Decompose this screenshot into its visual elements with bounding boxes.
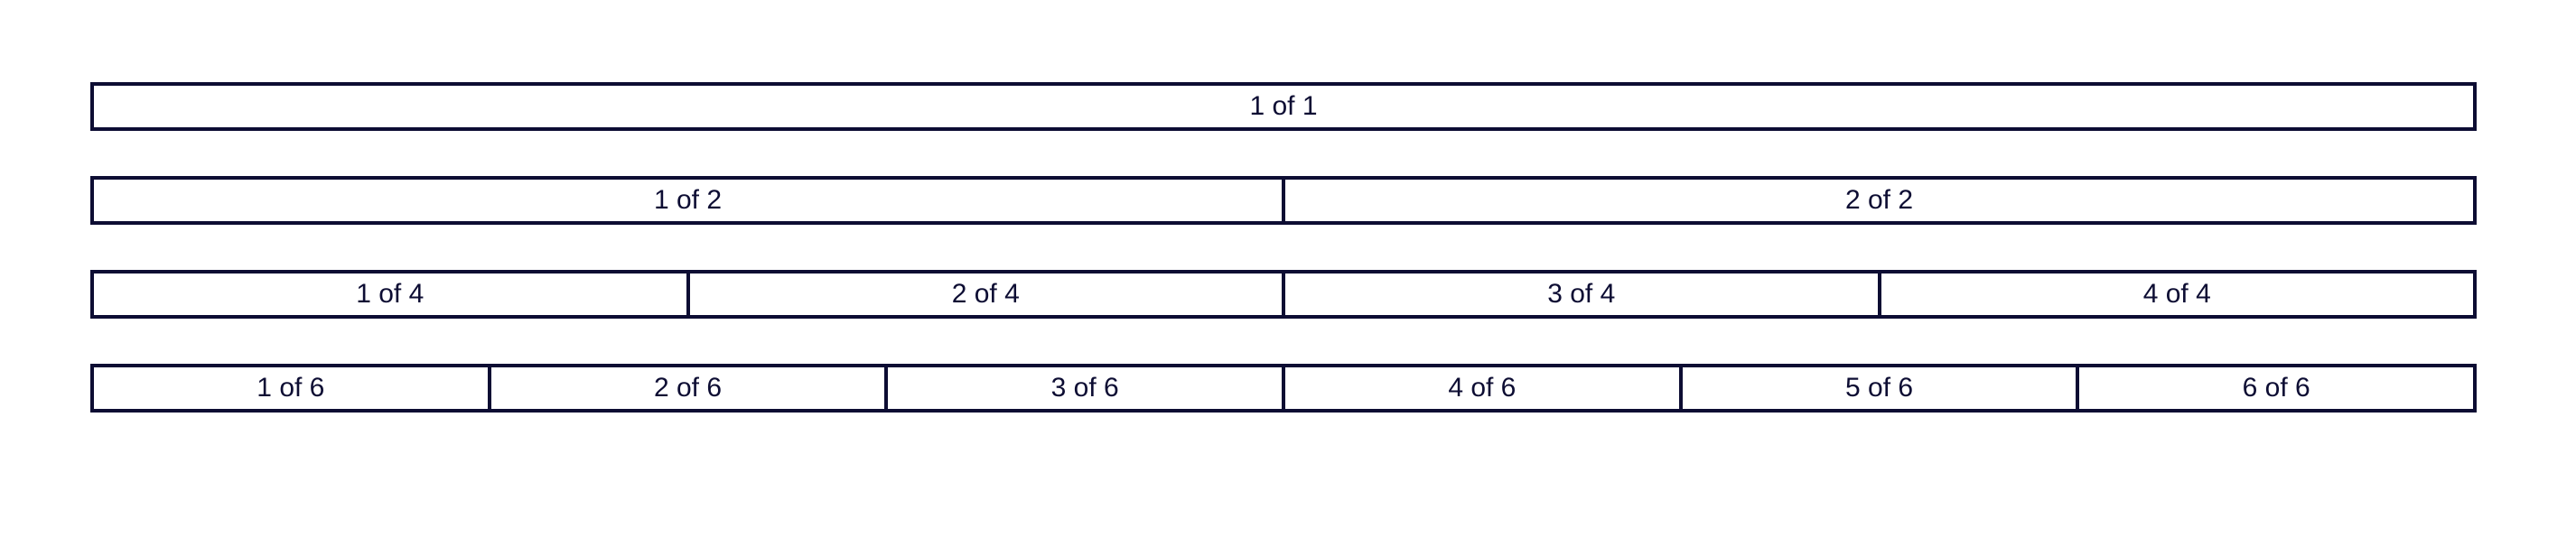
grid-demo	[90, 82, 2477, 413]
grid-cell: 5 of 6	[1679, 364, 2080, 413]
grid-cell: 4 of 6	[1282, 364, 1683, 413]
grid-cell: 6 of 6	[2076, 364, 2477, 413]
grid-cell: 1 of 4	[90, 270, 690, 319]
grid-cell: 2 of 4	[686, 270, 1286, 319]
grid-row-4-columns	[90, 270, 2477, 319]
grid-row-1-column	[90, 82, 2477, 131]
grid-cell: 2 of 2	[1282, 176, 2477, 225]
grid-row-6-columns	[90, 364, 2477, 413]
grid-cell: 1 of 1	[90, 82, 2477, 131]
grid-cell: 3 of 6	[884, 364, 1285, 413]
grid-cell: 4 of 4	[1878, 270, 2478, 319]
grid-cell: 3 of 4	[1282, 270, 1881, 319]
grid-cell: 1 of 6	[90, 364, 491, 413]
grid-cell: 1 of 2	[90, 176, 1285, 225]
grid-row-2-columns	[90, 176, 2477, 225]
grid-cell: 2 of 6	[488, 364, 889, 413]
